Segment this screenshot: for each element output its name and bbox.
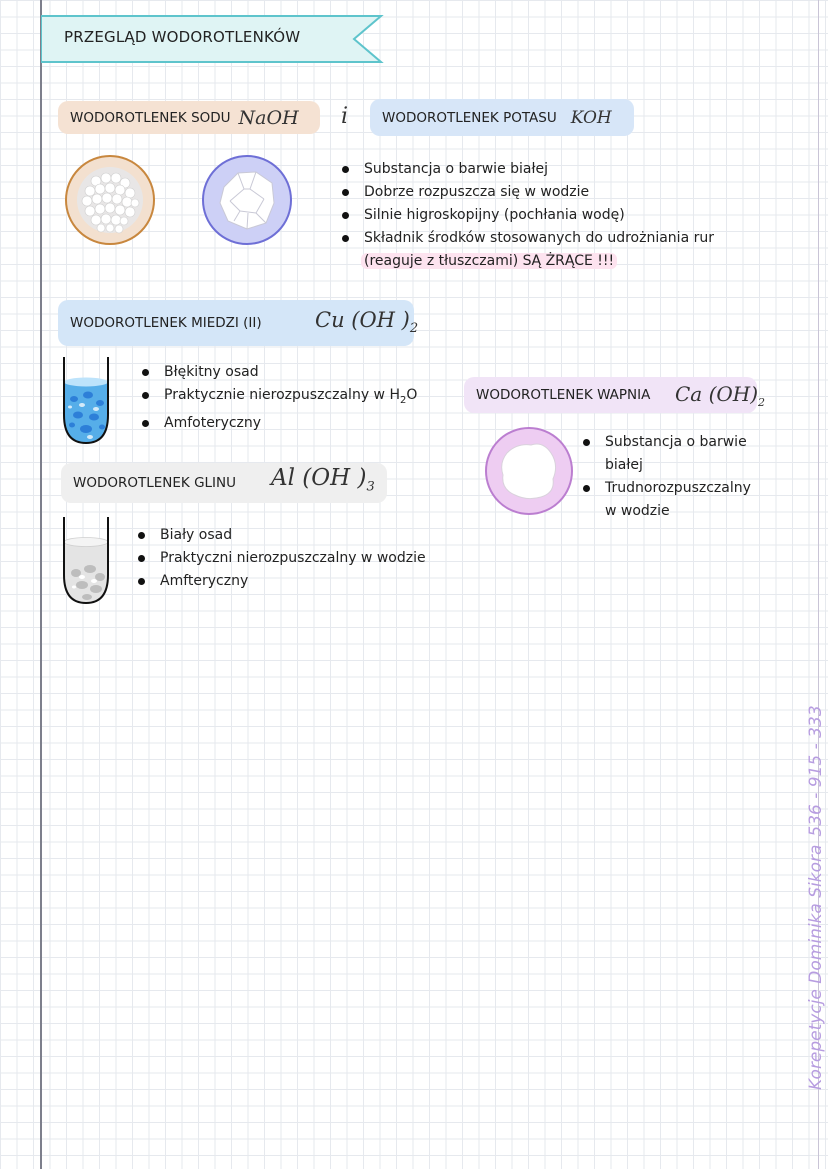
h2o-tail: O [406,387,418,403]
page-title: PRZEGLĄD WODOROTLENKÓW [64,28,301,46]
list-item: Składnik środków stosowanych do udrożniania rur [340,227,714,250]
list-item [581,477,751,523]
list-item [140,384,417,412]
list-item: Amfoteryczny [140,412,417,435]
koh-formula: KOH [570,107,612,128]
koh-label: WODOROTLENEK POTASU [382,109,557,126]
connector-text: i [341,104,349,129]
aloh3-formula-sub: 3 [366,479,375,495]
aloh3-test-tube [60,515,112,607]
caoh2-formula-base: Ca (OH) [675,382,759,406]
naoh-pill [58,101,320,134]
highlighted-note: (reaguje z tłuszczami) SĄ ŻRĄCE !!! [361,253,617,269]
aloh3-formula [271,465,375,495]
naoh-label: WODOROTLENEK SODU [70,109,231,126]
caoh2-prop-line: Substancja o barwie [605,434,747,450]
caoh2-prop-line: Trudnorozpuszczalny [605,480,751,496]
caoh2-label: WODOROTLENEK WAPNIA [476,387,651,403]
list-item: Praktyczni nierozpuszczalny w wodzie [136,547,426,570]
margin-line [40,0,42,1169]
list-item: Silnie higroskopijny (pochłania wodę) [340,204,714,227]
cuoh2-test-tube [60,355,112,447]
cuoh2-properties [140,361,417,435]
list-item: Substancja o barwie białej [340,158,714,181]
caoh2-properties [581,431,751,523]
h2o-sub: 2 [399,394,407,406]
sidebar-name: Korepetycje Dominika Sikora [806,844,826,1090]
cuoh2-formula [315,308,418,336]
aloh3-label: WODOROTLENEK GLINU [73,475,237,491]
list-item: Dobrze rozpuszcza się w wodzie [340,181,714,204]
koh-flakes-image [200,153,294,247]
cuoh2-formula-sub: 2 [409,321,419,337]
aloh3-properties [136,524,426,593]
cuoh2-formula-base: Cu (OH ) [315,308,410,332]
naoh-koh-continuation [364,250,617,273]
sidebar-phone: 536 - 915 - 333 [806,705,826,837]
naoh-pellets-image [63,153,157,247]
caoh2-prop-line: w wodzie [605,503,670,519]
koh-pill [370,99,634,136]
list-item: Biały osad [136,524,426,547]
caoh2-formula-sub: 2 [758,396,766,409]
naoh-koh-properties [340,158,714,250]
naoh-formula: NaOH [238,106,299,129]
caoh2-formula [675,382,765,409]
list-item: Amfteryczny [136,570,426,593]
aloh3-formula-base: Al (OH ) [271,465,367,491]
h2o-text: Praktycznie nierozpuszczalny w H [164,387,400,403]
caoh2-prop-line: białej [605,457,643,473]
list-item: Błękitny osad [140,361,417,384]
list-item [581,431,751,477]
cuoh2-label: WODOROTLENEK MIEDZI (II) [70,315,262,331]
caoh2-powder-image [483,425,575,517]
